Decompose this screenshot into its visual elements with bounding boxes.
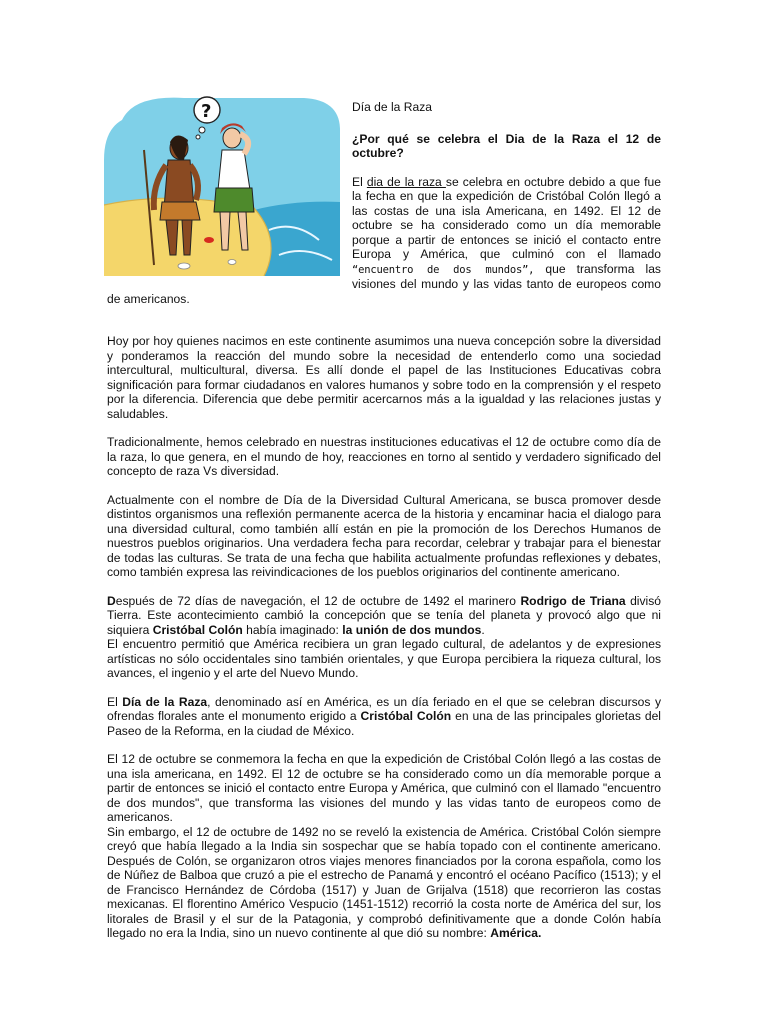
paragraph-1: Hoy por hoy quienes nacimos en este continente asumimos una nueva concepción sobre la diversidad y ponderamos la reacción del mundo sobre la necesidad de entenderlo como una sociedad intercultural, multicultural, diversa. Es allí donde el papel de las Instituciones Educativas cobra significación para formar ciudadanos en valores humanos y sobre todo en la comprensión y el respeto por la diferencia. Diferencia que debe permitir acercarnos más a la igualdad y las relaciones justas y saludables. [107, 334, 661, 421]
paragraph-4: Después de 72 días de navegación, el 12 de octubre de 1492 el marinero Rodrigo de Triana divisó Tierra. Este acontecimiento cambió la concepción que se tenía del planeta y provocó algo que ni siquiera Cristóbal Colón había imaginado: la unión de dos mundos. [107, 593, 661, 637]
intro-paragraph: El dia de la raza se celebra en octubre debido a que fue la fecha en que la expedición de Cristóbal Colón llegó a las costas de una isla Americana, en 1492. El 12 de octubre se ha considerado como un día memorable porque a partir de entonces se inició el contacto entre Europa y América, que culminó con el llamado “encuentro de dos mundos”, que transforma las visiones del mundo y las vidas tanto de europeos como de americanos. [107, 174, 661, 306]
question-mark: ? [201, 101, 212, 122]
question-heading: ¿Por qué se celebra el Dia de la Raza el 12 de octubre? [352, 131, 661, 160]
illustration-container [107, 100, 352, 290]
paragraph-5: El encuentro permitió que América recibiera un gran legado cultural, de adelantos y de expresiones artísticas no sólo occidentales sino también orientales, y que Europa percibiera la riqueza cultural, los avances, el ingenio y el arte del Nuevo Mundo. [107, 637, 661, 680]
paragraph-3: Actualmente con el nombre de Día de la Diversidad Cultural Americana, se busca promover desde distintos organismos una reflexión permanente acerca de la historia y encaminar hacia el dialogo para una diversidad cultural, como también allí están en pie la promoción de los Derechos Humanos de nuestros pueblos originarios. Una verdadera fecha para recordar, celebrar y trabajar para el bienestar de todas las culturas. Se trata de una fecha que habilita actualmente profundas reflexiones y debates, como también expresa las reivindicaciones de los pueblos originarios del continente americano. [107, 492, 661, 579]
document-page [107, 100, 661, 941]
cartoon-illustration [104, 90, 340, 276]
paragraph-8: Sin embargo, el 12 de octubre de 1492 no se reveló la existencia de América. Cristóbal Colón siempre creyó que había llegado a la India sin sospechar que se había topado con el continente americano. Después de Colón, se organizaron otros viajes menores financiados por la corona española, como los de Núñez de Balboa que cruzó a pie el estrecho de Panamá y encontró el océano Pacífico (1513); y el de Francisco Hernández de Córdoba (1517) y Juan de Grijalva (1518) que recorrieron las costas mexicanas. El florentino Américo Vespucio (1451-1512) recorrió la costa norte de América del sur, los litorales de Brasil y el sur de la Patagonia, y comprobó definitivamente que a donde Colón había llegado no era la India, sino un nuevo continente al que dió su nombre: América. [107, 824, 661, 940]
page-title: Día de la Raza [352, 100, 432, 114]
paragraph-2: Tradicionalmente, hemos celebrado en nuestras instituciones educativas el 12 de octubre como día de la raza, lo que genera, en el mundo de hoy, reacciones en torno al sentido y verdadero significado del concepto de raza Vs diversidad. [107, 435, 661, 478]
dia-de-la-raza-link[interactable]: dia de la raza [366, 174, 446, 189]
paragraph-6: El Día de la Raza, denominado así en América, es un día feriado en el que se celebran discursos y ofrendas florales ante el monumento erigido a Cristóbal Colón en una de las principales glorietas del Paseo de la Reforma, en la ciudad de México. [107, 694, 661, 738]
paragraph-7: El 12 de octubre se conmemora la fecha en que la expedición de Cristóbal Colón llegó a las costas de una isla americana, en 1492. El 12 de octubre se ha considerado como un día memorable porque a partir de entonces se inició el contacto entre Europa y América, que culminó con el llamado "encuentro de dos mundos", que transforma las visiones del mundo y las vidas tanto de europeos como de americanos. [107, 752, 661, 824]
